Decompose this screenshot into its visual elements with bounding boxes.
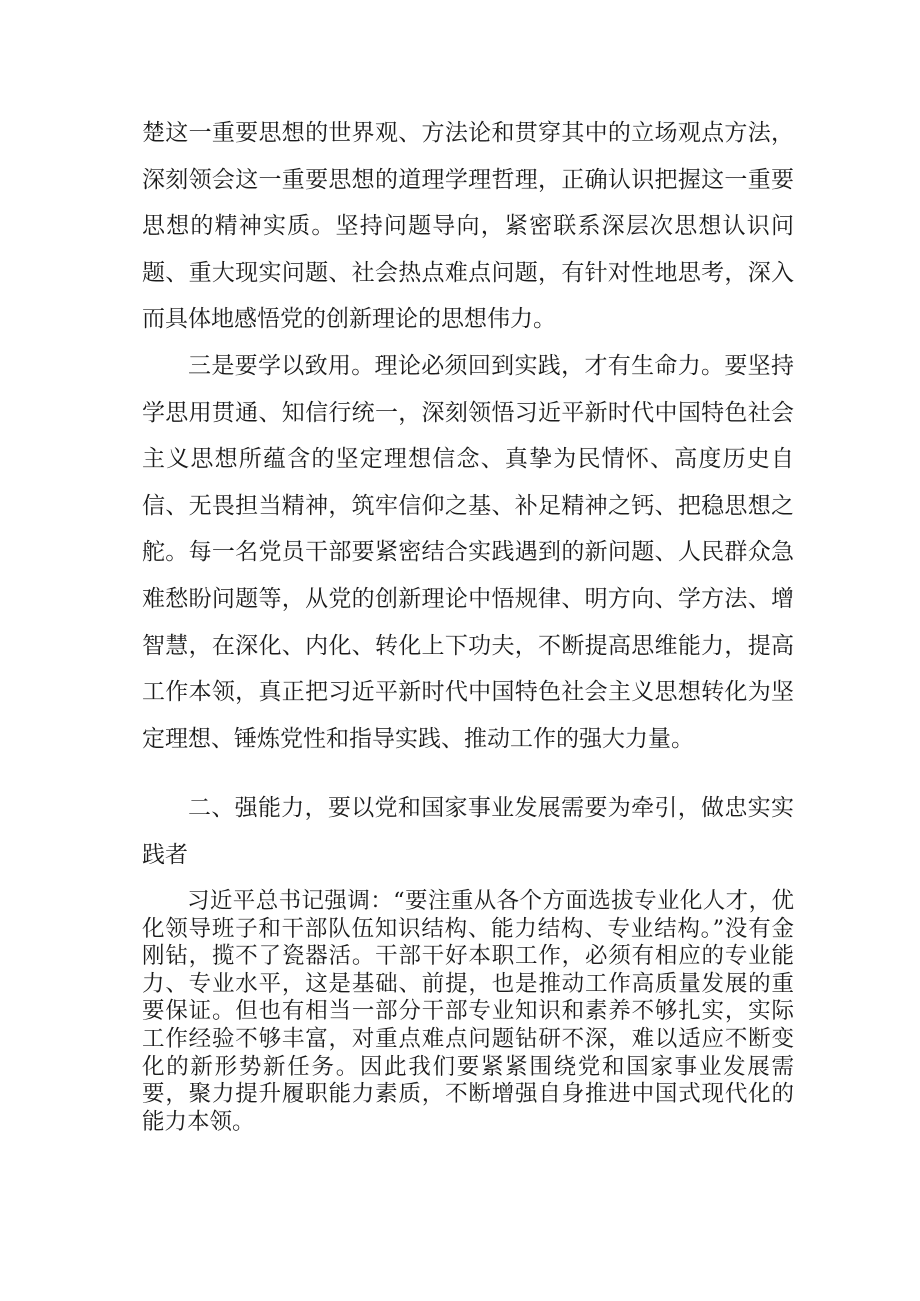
body-paragraph-continuation: 楚这一重要思想的世界观、方法论和贯穿其中的立场观点方法，深刻领会这一重要思想的道理学理哲理，正确认识把握这一重要思想的精神实质。坚持问题导向，紧密联系深层次思想认识问题、重大现实问题、社会热点难点问题，有针对性地思考，深入而具体地感悟党的创新理论的思想伟力。 bbox=[142, 120, 794, 333]
section-heading-two: 二、强能力，要以党和国家事业发展需要为牵引，做忠实实践者 bbox=[142, 795, 794, 868]
body-paragraph-apply-learning: 三是要学以致用。理论必须回到实践，才有生命力。要坚持学思用贯通、知信行统一，深刻领悟习近平新时代中国特色社会主义思想所蕴含的坚定理想信念、真挚为民情怀、高度历史自信、无畏担当精神，筑牢信仰之基、补足精神之钙、把稳思想之舵。每一名党员干部要紧密结合实践遇到的新问题、人民群众急难愁盼问题等，从党的创新理论中悟规律、明方向、学方法、增智慧，在深化、内化、转化上下功夫，不断提高思维能力，提高工作本领，真正把习近平新时代中国特色社会主义思想转化为坚定理想、锤炼党性和指导实践、推动工作的强大力量。 bbox=[142, 353, 794, 752]
body-paragraph-capability: 习近平总书记强调：“要注重从各个方面选拔专业化人才，优化领导班子和干部队伍知识结构、能力结构、专业结构。”没有金刚钻，揽不了瓷器活。干部干好本职工作，必须有相应的专业能力、专业水平，这是基础、前提，也是推动工作高质量发展的重要保证。但也有相当一部分干部专业知识和素养不够扎实，实际工作经验不够丰富，对重点难点问题钻研不深，难以适应不断变化的新形势新任务。因此我们要紧紧围绕党和国家事业发展需要，聚力提升履职能力素质，不断增强自身推进中国式现代化的能力本领。 bbox=[142, 888, 794, 1135]
